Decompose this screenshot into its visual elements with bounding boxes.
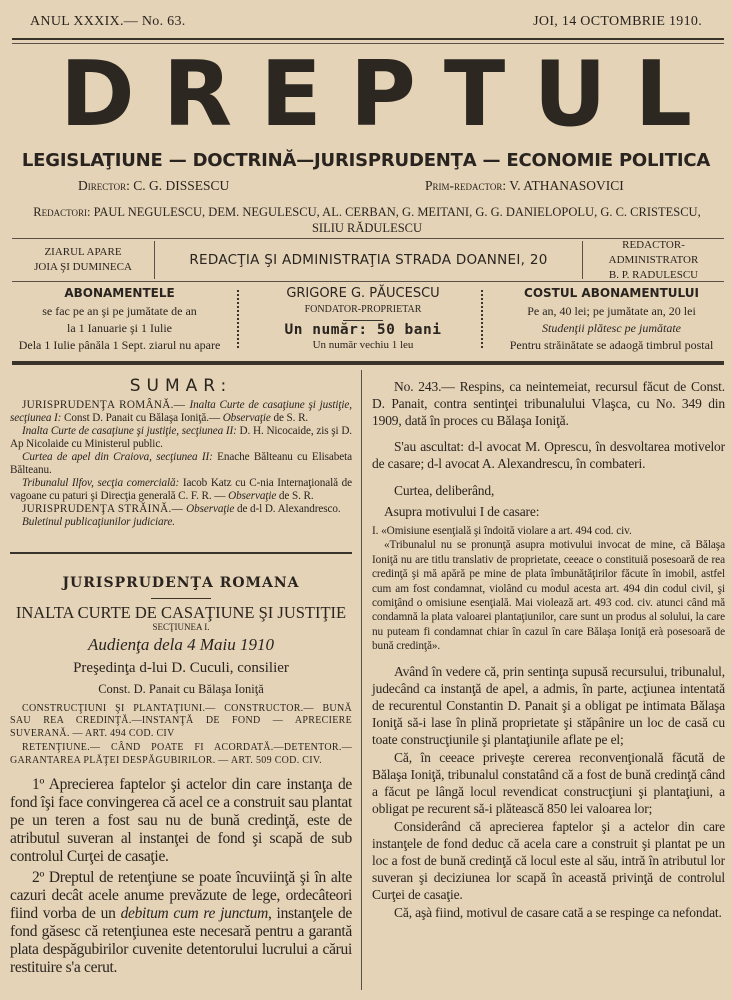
info-bar bbox=[12, 238, 724, 281]
masthead-letter: D bbox=[60, 42, 135, 147]
reasoning bbox=[372, 663, 725, 921]
text-segment: Tribunalul Ilfov, secţia comercială: bbox=[22, 477, 183, 489]
founder-block bbox=[255, 285, 471, 355]
text-segment: Că, în ceeace priveşte cererea reconvenţională făcută de Bălaşa Ioniţă, tribunalul constatând că a fost de bună credinţă când a făcut pe lângă locul revendicat construcţiuni şi plantaţiuni, a obligat pe recurent să-i plătească 850 lei valoarea lor; bbox=[372, 749, 725, 816]
paragraph bbox=[10, 516, 352, 529]
quote-text: «Tribunalul nu se pronunţă asupra motivului invocat de mine, că Bălaşa Ioniţă nu are titlu translativ de proprietate, ceeace o constituiă posesoară de rea credinţă şi mă apără pe mine de plata îmbunătăţirilor făcute în imobil, astfel cum am fost condamnat, violând cu modul acesta art. 494 din codul civil, şi comiţând o omisiune esenţială. Mai violează art. 493 cod. civ. atunci când mă condamnă la plata valoarei plantaţiunilor, care sunt un produs al solului, la care nu puteam fi condamnat chiar în cazul în care Bălaşa Ioniţă erà posesoară de bună credinţă». bbox=[372, 539, 725, 653]
paragraph bbox=[10, 869, 352, 977]
text-segment: Inalta Curte de casaţiune şi justiţie, secţiunea I: bbox=[10, 399, 352, 424]
editors-label: Redactori: bbox=[33, 205, 91, 219]
article-header bbox=[10, 575, 352, 767]
issue-number: ANUL XXXIX.— No. 63. bbox=[30, 14, 186, 29]
prim-name: V. ATHANASOVICI bbox=[509, 178, 624, 193]
text-segment: Const D. Panait cu Bălaşa Ioniţă.— bbox=[64, 412, 223, 424]
parties: Const. D. Panait cu Bălaşa Ioniţă bbox=[98, 682, 264, 696]
subscriptions-line: Dela 1 Iulie pânăla 1 Sept. ziarul nu apare bbox=[18, 338, 221, 352]
paragraph bbox=[10, 425, 352, 451]
paragraph bbox=[372, 904, 725, 921]
divider bbox=[10, 552, 352, 554]
text-segment: Curtea de apel din Craiova, secţiunea II: bbox=[22, 451, 218, 463]
editors-list-2: SILIU RĂDULESCU bbox=[311, 221, 423, 235]
masthead-letter: L bbox=[634, 42, 692, 147]
prim-redactor bbox=[425, 178, 624, 194]
old-price: Un număr vechiu 1 leu bbox=[312, 339, 414, 351]
address: REDACŢIA ŞI ADMINISTRAŢIA STRADA DOANNEI, 20 bbox=[189, 252, 548, 268]
text-segment: Iacob Katz cu C-nia Internaţională de vagoane cu paturi şi Direcţia generală C. F. R. — bbox=[10, 477, 352, 502]
cost-title: COSTUL ABONAMENTULUI bbox=[524, 286, 699, 300]
paragraph bbox=[10, 399, 352, 425]
text-segment: Considerând că aprecierea faptelor şi a actelor din care instanţele de fond deduc că acela care a construit şi plantat pe un loc a fost de bună credinţă că locul este al său, intră în atributul lor suveran şi deciziunea lor scapă în această privinţă de controlul Curţei de casaţie. bbox=[372, 818, 725, 902]
subtitle: LEGISLAŢIUNE — DOCTRINĂ—JURISPRUDENŢA — ECONOMIE POLITICA bbox=[21, 150, 711, 171]
text-segment: 2º Dreptul de retenţiune se poate încuviinţă şi în alte cazuri decât acele anume prevăzute de lege, ordecâteori fiind vorba de un bbox=[10, 869, 352, 922]
decision-intro bbox=[372, 378, 725, 472]
dotted-divider bbox=[481, 290, 489, 348]
motive-heading: Asupra motivului I de casare: bbox=[384, 504, 540, 519]
paragraph bbox=[10, 451, 352, 477]
cost-line: Pe an, 40 lei; pe jumătate an, 20 lei bbox=[527, 304, 696, 318]
subscriptions-title: ABONAMENTELE bbox=[64, 286, 175, 300]
text-segment: JURISPRUDENŢA STRĂINĂ.— bbox=[22, 503, 187, 515]
paragraph bbox=[10, 503, 352, 516]
subscriptions bbox=[12, 285, 724, 355]
paragraph bbox=[372, 438, 725, 472]
director-label: Director: bbox=[78, 178, 130, 193]
subscription-cost bbox=[499, 285, 724, 355]
section-title: JURISPRUDENŢA ROMANA bbox=[62, 575, 300, 591]
editors-list: PAUL NEGULESCU, DEM. NEGULESCU, AL. CERBAN, G. MEITANI, G. G. DANIELOPOLU, G. C. CRISTESCU, bbox=[93, 205, 701, 219]
text-segment: debitum cum re junctum bbox=[120, 905, 268, 922]
prim-label: Prim-redactor: bbox=[425, 178, 507, 193]
masthead-letter: R bbox=[162, 42, 233, 147]
editors bbox=[10, 204, 724, 236]
price: Un număr: 50 bani bbox=[284, 322, 442, 338]
text-segment: Enache Bălteanu cu Elisabeta Bălteanu. bbox=[10, 451, 352, 476]
text-segment: Buletinul publicaţiunilor judiciare. bbox=[22, 516, 175, 528]
admin-name: B. P. RADULESCU bbox=[608, 268, 699, 281]
subscriptions-line: la 1 Ianuarie şi 1 Iulie bbox=[67, 321, 172, 335]
text-segment: , instanţele de fond găsesc că retenţiunea este necesară pentru a garantă plata despăgubirilor cuvenite detentorului lucrului a cărui restituire s'a cerut. bbox=[10, 905, 353, 976]
text-segment: de S. R. bbox=[270, 412, 309, 424]
divider bbox=[12, 281, 724, 282]
masthead-letter: T bbox=[443, 42, 506, 147]
director bbox=[78, 178, 229, 194]
court-section: SECŢIUNEA I. bbox=[152, 622, 210, 632]
masthead-letter: U bbox=[533, 42, 607, 147]
paragraph bbox=[372, 663, 725, 748]
president: Preşedinţa d-lui D. Cuculi, consilier bbox=[73, 660, 289, 676]
text-segment: Că, aşà fiind, motivul de casare cată a se respinge ca nefondat. bbox=[394, 904, 722, 920]
text-segment: Observaţie bbox=[186, 503, 235, 515]
dotted-divider bbox=[237, 290, 245, 348]
text-segment: S'au ascultat: d-l avocat M. Oprescu, în desvoltarea motivelor de casare; d-l avocat A. Alexandrescu, în combateri. bbox=[372, 439, 725, 471]
founder-name: GRIGORE G. PĂUCESCU bbox=[286, 286, 440, 301]
deliberation: Curtea, deliberând, bbox=[394, 483, 495, 498]
text-segment: Având în vedere că, prin sentinţa supusă recursului, tribunalul, judecând ca instanţă de apel, a admis, în parte, acţiunea intentată de recurentul Constantin D. Panait şi a obligat pe intimata Bălaşa Ioniţă să-i lase în plină proprietate şi stăpânire un loc de casă cu toate construcţiunile şi plantaţiunile aflate pe el; bbox=[372, 663, 725, 747]
administrator bbox=[582, 238, 724, 281]
divider bbox=[12, 38, 724, 40]
short-rule bbox=[151, 598, 211, 599]
paragraph bbox=[10, 776, 352, 866]
masthead-letter: E bbox=[260, 42, 322, 147]
admin-label: REDACTOR-ADMINISTRATOR bbox=[608, 238, 699, 266]
director-name: C. G. DISSESCU bbox=[133, 178, 230, 193]
paragraph bbox=[372, 378, 725, 429]
text-segment: JURISPRUDENŢA ROMÂNĂ.— bbox=[22, 399, 190, 411]
founder-role: FONDATOR-PROPRIETAR bbox=[304, 304, 422, 315]
short-rule bbox=[343, 320, 383, 321]
issue-date: JOI, 14 OCTOMBRIE 1910. bbox=[533, 14, 702, 29]
subscriptions-line: se fac pe an şi pe jumătate de an bbox=[42, 304, 197, 318]
masthead-title bbox=[60, 42, 692, 147]
cost-line: Pentru străinătate se adaogă timbrul postal bbox=[509, 338, 714, 352]
keywords: RETENŢIUNE.— CÂND POATE FI ACORDATĂ.—DETENTOR.— GARANTAREA PLĂŢEI DESPĂGUBIRILOR. — ART. 509 COD. CIV. bbox=[10, 742, 352, 766]
hearing-date: Audienţa dela 4 Maiu 1910 bbox=[87, 635, 275, 654]
text-segment: Inalta Curte de casaţiune şi justiţie, secţiunea II: bbox=[22, 425, 240, 437]
issue-line bbox=[30, 14, 702, 30]
column-divider bbox=[361, 370, 362, 990]
paragraph bbox=[10, 477, 352, 503]
appears-label: ZIARUL APARE bbox=[44, 246, 122, 258]
masthead-letter: P bbox=[349, 42, 416, 147]
cost-line: Studenţii plătesc pe jumătate bbox=[542, 321, 681, 335]
text-segment: D. H. Nicocaide, zis şi D. Ap Nicolaide cu Ministerul public. bbox=[10, 425, 352, 450]
quote-heading: I. «Omisiune esenţială şi îndoită violare a art. 494 cod. civ. bbox=[372, 525, 632, 537]
publication-days bbox=[12, 241, 155, 279]
divider bbox=[12, 361, 724, 365]
text-segment: No. 243.— Respins, ca neintemeiat, recursul făcut de Const. D. Panait, contra sentinţei tribunalului Vlaşca, cu No. 349 din 1909, dată în proces cu Bălaşa Ioniţă. bbox=[372, 379, 725, 428]
article-summary bbox=[10, 776, 352, 977]
text-segment: Observaţie bbox=[222, 412, 271, 424]
keywords: CONSTRUCŢIUNI ŞI PLANTAŢIUNI.— CONSTRUCTOR.— BUNĂ SAU REA CREDINŢĂ.—INSTANŢĂ DE FOND — APRECIERE SUVERANĂ. — ART. 494 COD. CIV bbox=[10, 703, 352, 739]
summary-title: SUMAR: bbox=[129, 376, 233, 396]
text-segment: Observaţie bbox=[228, 490, 277, 502]
text-segment: de d-l D. Alexandresco. bbox=[234, 503, 341, 515]
subscriptions-info bbox=[12, 285, 227, 355]
paragraph bbox=[372, 818, 725, 903]
court-name: INALTA CURTE DE CASAŢIUNE ŞI JUSTIŢIE bbox=[15, 603, 347, 622]
summary-section bbox=[10, 376, 352, 529]
text-segment: 1º Aprecierea faptelor şi actelor din care instanţa de fond îşi face convingerea că acel ce a construit sau plantat pe un teren a fost sau nu de bună credinţă, este de atributul suveran al instanţei de fond şi scapă de sub controlul Curţei de casaţie. bbox=[10, 776, 352, 865]
paragraph bbox=[372, 749, 725, 817]
text-segment: de S. R. bbox=[276, 490, 314, 502]
appears-days: JOIA ŞI DUMINECA bbox=[34, 261, 132, 273]
decision-column bbox=[372, 378, 725, 921]
summary-list bbox=[10, 399, 352, 529]
